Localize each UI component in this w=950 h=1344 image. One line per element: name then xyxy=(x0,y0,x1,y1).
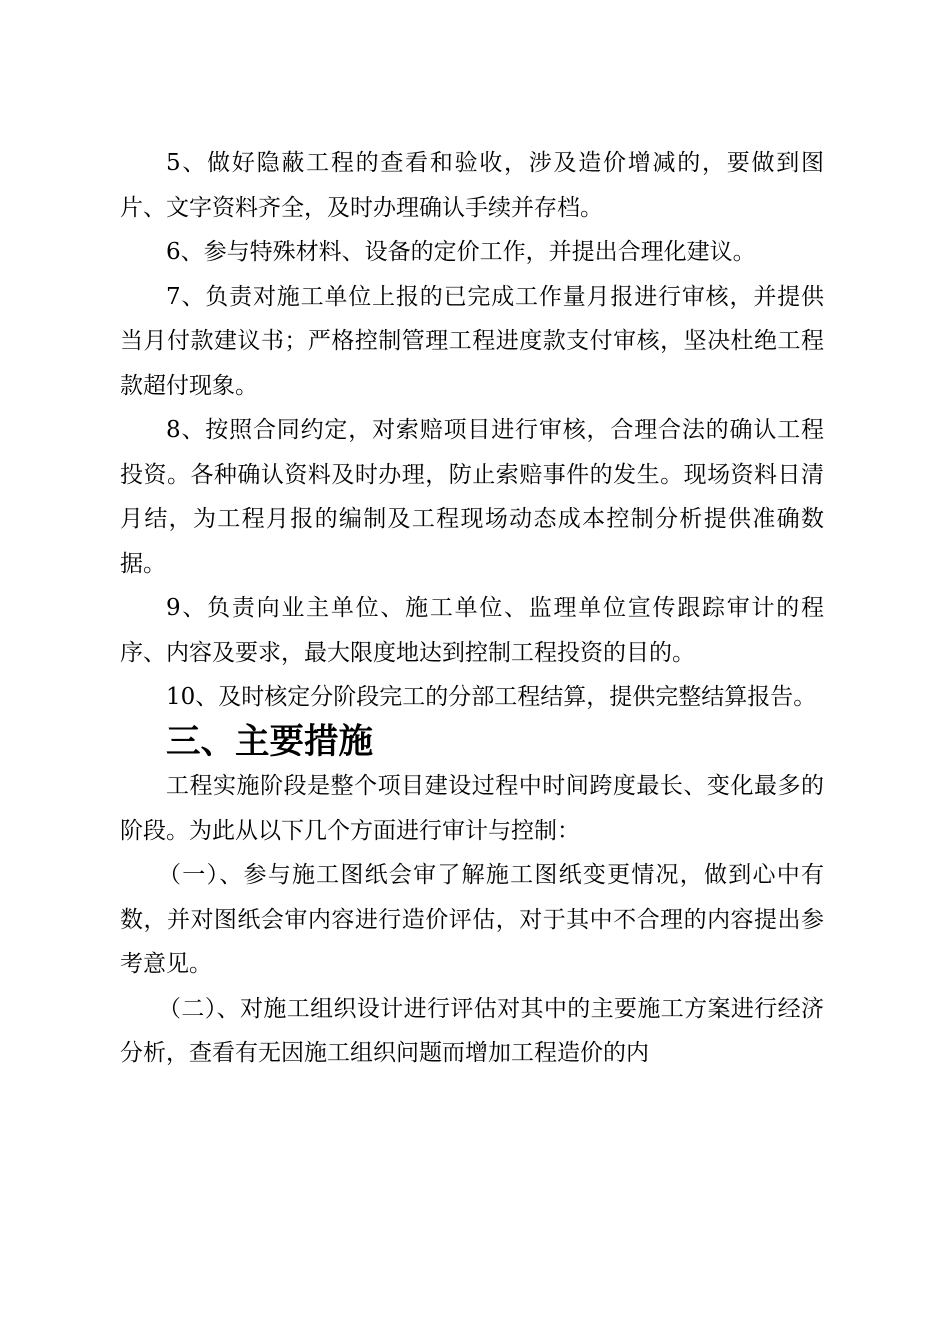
paragraph-item-7: 7、负责对施工单位上报的已完成工作量月报进行审核，并提供当月付款建议书；严格控制管理工程进度款支付审核，坚决杜绝工程款超付现象。 xyxy=(120,283,824,399)
paragraph-item-5: 5、做好隐蔽工程的查看和验收，涉及造价增减的，要做到图片、文字资料齐全，及时办理确认手续并存档。 xyxy=(120,150,824,221)
paragraph-item-10: 10、及时核定分阶段完工的分部工程结算，提供完整结算报告。 xyxy=(166,684,817,710)
paragraph-item-9: 9、负责向业主单位、施工单位、监理单位宣传跟踪审计的程序、内容及要求，最大限度地达到控制工程投资的目的。 xyxy=(120,595,824,666)
measure-item-2: （二）、对施工组织设计进行评估对其中的主要施工方案进行经济分析，查看有无因施工组织问题而增加工程造价的内 xyxy=(120,995,824,1066)
section-intro-paragraph: 工程实施阶段是整个项目建设过程中时间跨度最长、变化最多的阶段。为此从以下几个方面进行审计与控制： xyxy=(120,773,824,844)
paragraph-item-6: 6、参与特殊材料、设备的定价工作，并提出合理化建议。 xyxy=(166,239,756,265)
measure-item-1: （一）、参与施工图纸会审了解施工图纸变更情况，做到心中有数，并对图纸会审内容进行造价评估，对于其中不合理的内容提出参考意见。 xyxy=(120,862,824,977)
document-page xyxy=(120,141,824,1076)
paragraph-item-8: 8、按照合同约定，对索赔项目进行审核，合理合法的确认工程投资。各种确认资料及时办理，防止索赔事件的发生。现场资料日清月结，为工程月报的编制及工程现场动态成本控制分析提供准确数据。 xyxy=(120,417,824,577)
section-heading-main-measures: 三、主要措施 xyxy=(166,721,373,762)
